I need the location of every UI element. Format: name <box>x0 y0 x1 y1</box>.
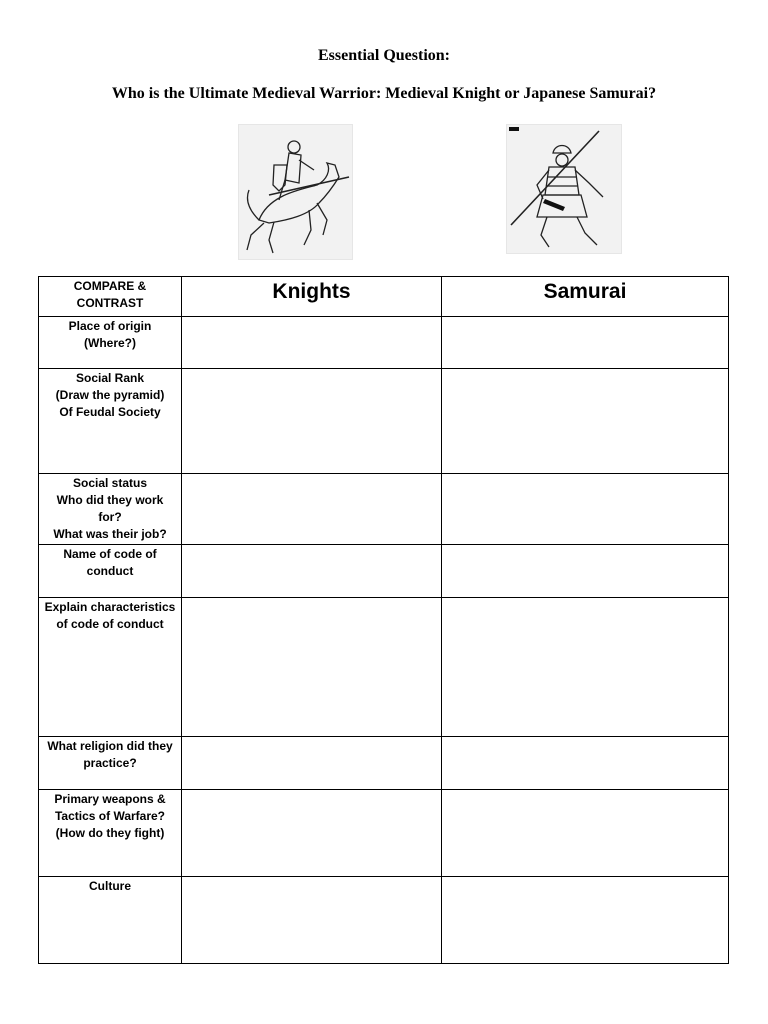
row-label-religion: What religion did they practice? <box>39 737 182 790</box>
knights-answer-cell[interactable] <box>182 369 442 474</box>
knights-answer-cell[interactable] <box>182 474 442 545</box>
samurai-answer-cell[interactable] <box>442 877 729 964</box>
row-label-social-status: Social status Who did they work for? What was their job? <box>39 474 182 545</box>
compare-contrast-table <box>38 276 729 964</box>
samurai-answer-cell[interactable] <box>442 369 729 474</box>
row-label-weapons-tactics: Primary weapons & Tactics of Warfare? (How do they fight) <box>39 790 182 877</box>
samurai-answer-cell[interactable] <box>442 737 729 790</box>
samurai-answer-cell[interactable] <box>442 790 729 877</box>
row-label-code-characteristics: Explain characteristics of code of conduct <box>39 598 182 737</box>
knights-answer-cell[interactable] <box>182 877 442 964</box>
knights-answer-cell[interactable] <box>182 790 442 877</box>
knights-column-header: Knights <box>182 277 442 317</box>
table-row <box>39 877 729 964</box>
knights-answer-cell[interactable] <box>182 737 442 790</box>
knights-answer-cell[interactable] <box>182 317 442 369</box>
samurai-answer-cell[interactable] <box>442 545 729 598</box>
compare-contrast-header: COMPARE & CONTRAST <box>39 277 182 317</box>
essential-question-text: Who is the Ultimate Medieval Warrior: Medieval Knight or Japanese Samurai? <box>111 85 657 102</box>
table-row <box>39 474 729 545</box>
samurai-answer-cell[interactable] <box>442 317 729 369</box>
table-header-row <box>39 277 729 317</box>
table-row <box>39 598 729 737</box>
row-label-code-name: Name of code of conduct <box>39 545 182 598</box>
table-row <box>39 737 729 790</box>
row-label-place-of-origin: Place of origin (Where?) <box>39 317 182 369</box>
table-row <box>39 545 729 598</box>
samurai-answer-cell[interactable] <box>442 598 729 737</box>
knights-answer-cell[interactable] <box>182 598 442 737</box>
row-label-social-rank: Social Rank (Draw the pyramid) Of Feudal Society <box>39 369 182 474</box>
row-label-culture: Culture <box>39 877 182 964</box>
knights-answer-cell[interactable] <box>182 545 442 598</box>
samurai-column-header: Samurai <box>442 277 729 317</box>
samurai-answer-cell[interactable] <box>442 474 729 545</box>
table-row <box>39 317 729 369</box>
knight-on-horse-illustration <box>238 124 353 260</box>
samurai-with-spear-illustration <box>506 124 622 254</box>
table-row <box>39 790 729 877</box>
essential-question-label: Essential Question: <box>317 47 450 64</box>
table-row <box>39 369 729 474</box>
